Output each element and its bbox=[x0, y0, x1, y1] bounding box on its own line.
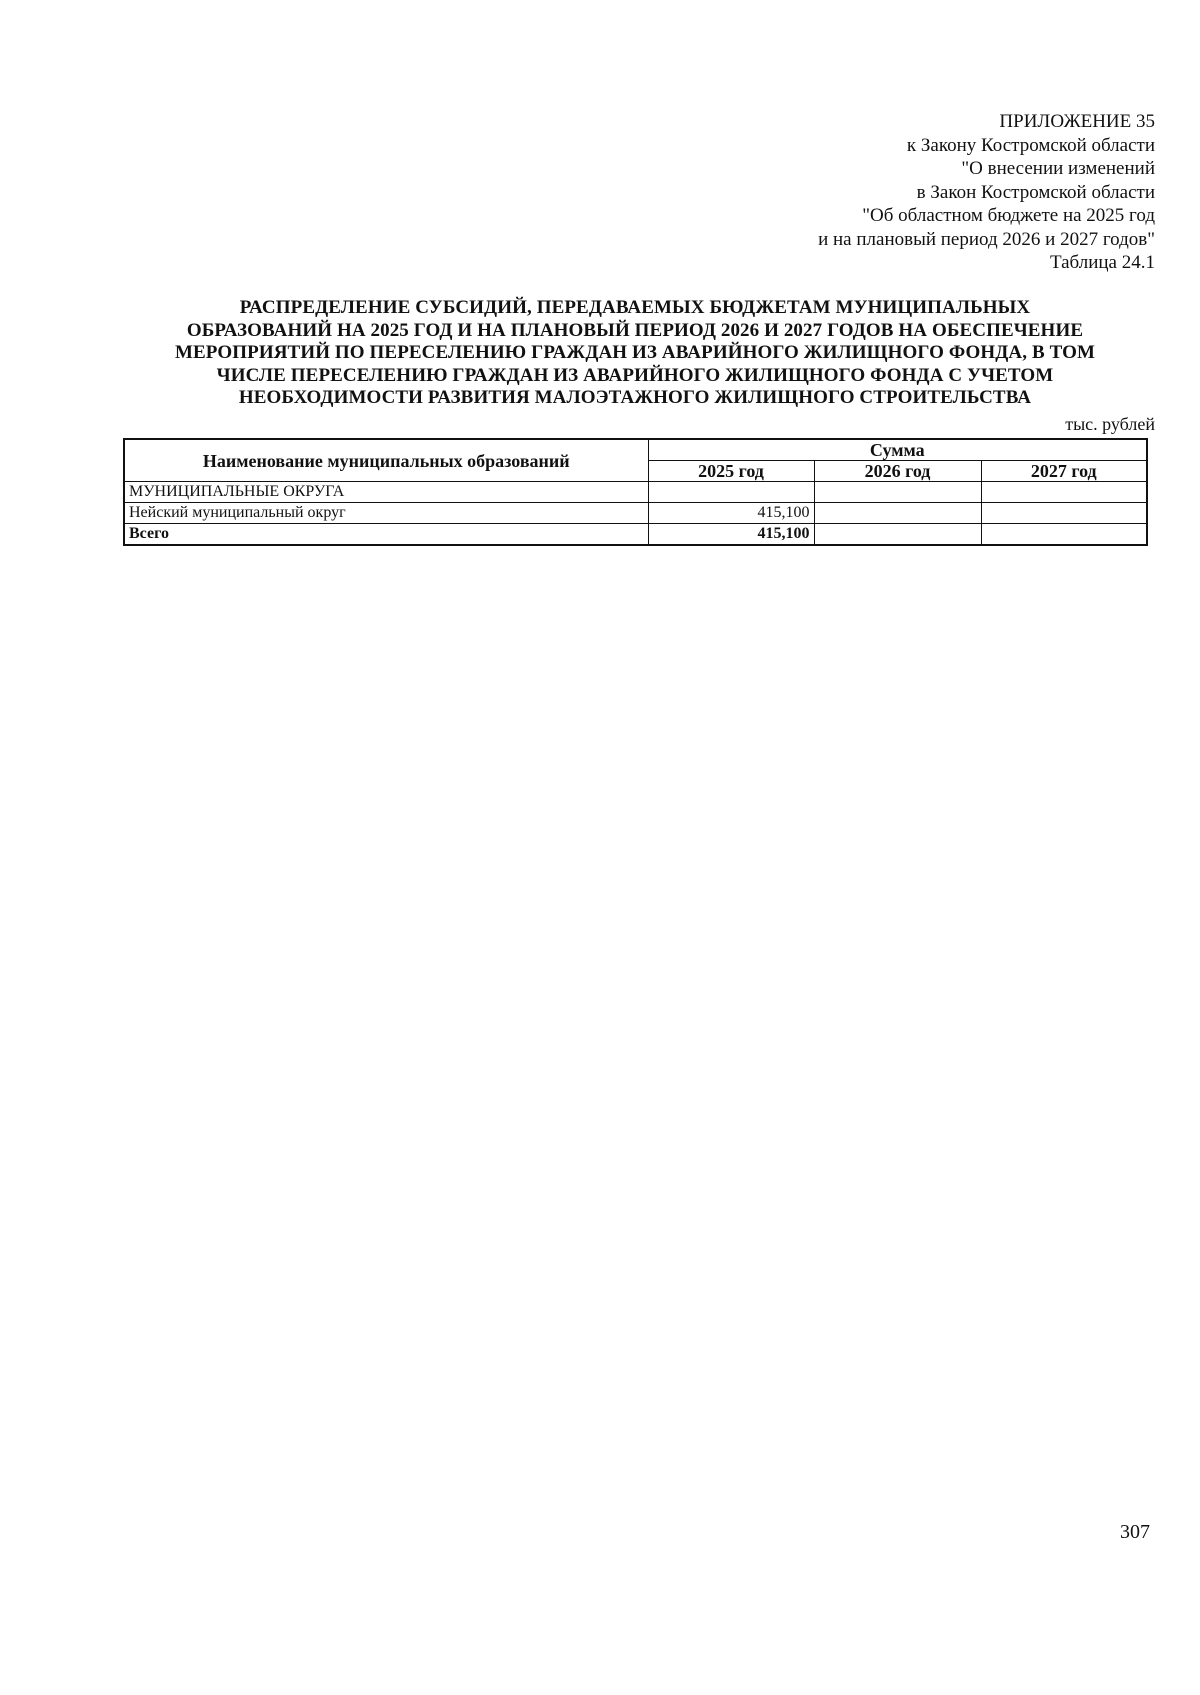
sum-column-header: Сумма bbox=[648, 439, 1147, 461]
title-line: МЕРОПРИЯТИЙ ПО ПЕРЕСЕЛЕНИЮ ГРАЖДАН ИЗ АВАРИЙНОГО ЖИЛИЩНОГО ФОНДА, В ТОМ bbox=[174, 342, 1096, 363]
document-title bbox=[140, 297, 1130, 410]
row-name: Нейский муниципальный округ bbox=[124, 503, 648, 524]
total-value-2027 bbox=[981, 524, 1147, 546]
table-row bbox=[124, 503, 1147, 524]
total-value-2026 bbox=[814, 524, 981, 546]
title-line: НЕОБХОДИМОСТИ РАЗВИТИЯ МАЛОЭТАЖНОГО ЖИЛИЩНОГО СТРОИТЕЛЬСТВА bbox=[238, 387, 1032, 408]
row-value-2026 bbox=[814, 503, 981, 524]
appendix-header bbox=[818, 110, 1155, 275]
appendix-line: и на плановый период 2026 и 2027 годов" bbox=[818, 228, 1155, 250]
year-2027-header: 2027 год bbox=[981, 461, 1147, 482]
units-label: тыс. рублей bbox=[1065, 414, 1155, 434]
name-column-header: Наименование муниципальных образований bbox=[124, 439, 648, 482]
row-value-2027 bbox=[981, 482, 1147, 503]
row-value-2025: 415,100 bbox=[648, 503, 814, 524]
row-value-2025 bbox=[648, 482, 814, 503]
appendix-line: "Об областном бюджете на 2025 год bbox=[862, 205, 1155, 226]
appendix-line: "О внесении изменений bbox=[961, 158, 1155, 179]
subsidy-table bbox=[123, 438, 1148, 546]
appendix-line: к Закону Костромской области bbox=[906, 134, 1155, 156]
row-value-2026 bbox=[814, 482, 981, 503]
appendix-number: ПРИЛОЖЕНИЕ 35 bbox=[999, 111, 1155, 132]
title-line: РАСПРЕДЕЛЕНИЕ СУБСИДИЙ, ПЕРЕДАВАЕМЫХ БЮДЖЕТАМ МУНИЦИПАЛЬНЫХ bbox=[239, 297, 1031, 318]
year-2026-header: 2026 год bbox=[814, 461, 981, 482]
year-2025-header: 2025 год bbox=[648, 461, 814, 482]
table-number: Таблица 24.1 bbox=[1049, 252, 1155, 273]
total-value-2025: 415,100 bbox=[648, 524, 814, 546]
total-row bbox=[124, 524, 1147, 546]
title-line: ЧИСЛЕ ПЕРЕСЕЛЕНИЮ ГРАЖДАН ИЗ АВАРИЙНОГО ЖИЛИЩНОГО ФОНДА С УЧЕТОМ bbox=[216, 364, 1054, 386]
total-label: Всего bbox=[124, 524, 648, 546]
row-name: МУНИЦИПАЛЬНЫЕ ОКРУГА bbox=[124, 482, 648, 503]
page-number: 307 bbox=[1120, 1521, 1150, 1543]
title-line: ОБРАЗОВАНИЙ НА 2025 ГОД И НА ПЛАНОВЫЙ ПЕРИОД 2026 И 2027 ГОДОВ НА ОБЕСПЕЧЕНИЕ bbox=[186, 319, 1084, 341]
row-value-2027 bbox=[981, 503, 1147, 524]
appendix-line: в Закон Костромской области bbox=[916, 181, 1155, 203]
table-row bbox=[124, 482, 1147, 503]
